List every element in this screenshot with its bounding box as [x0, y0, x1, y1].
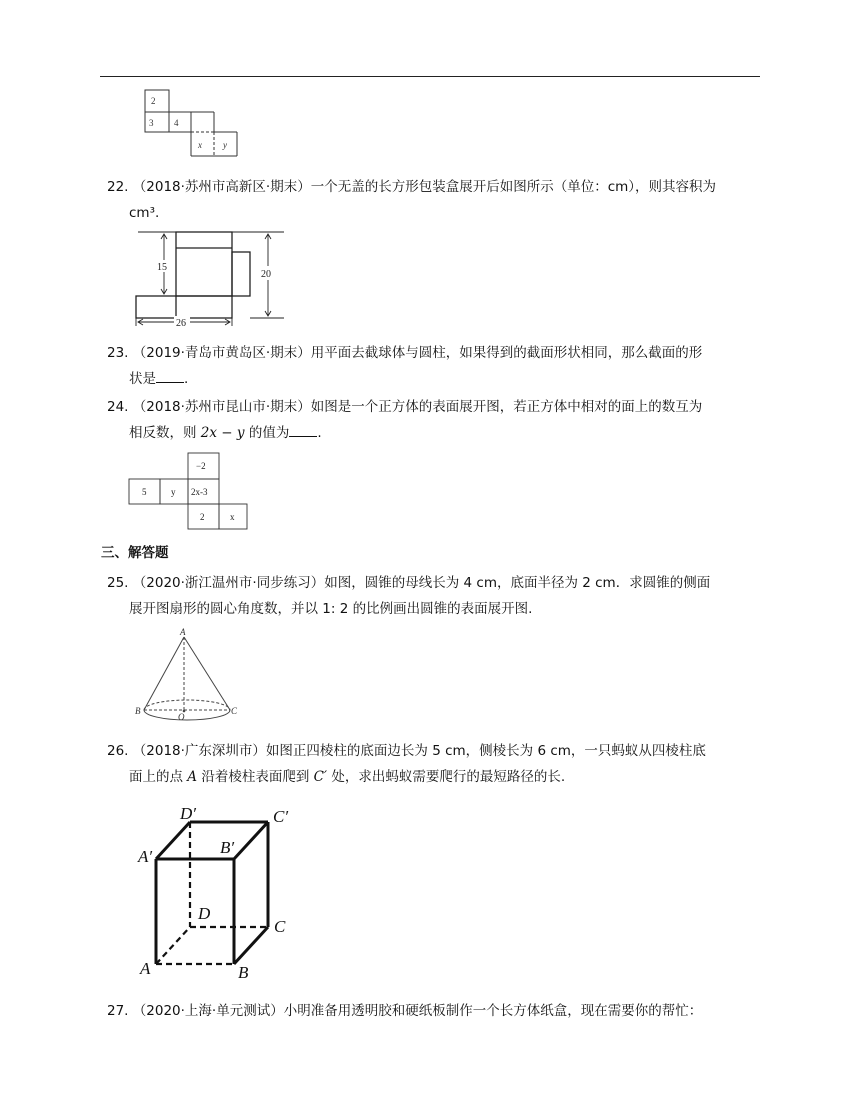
- section-heading: 三、解答题: [101, 545, 169, 561]
- cone-label-O: O: [178, 712, 185, 722]
- cone-label-A: A: [180, 627, 186, 637]
- question-26: [107, 738, 762, 790]
- prism-label-C-prime: C′: [273, 807, 289, 826]
- cone-label-C: C: [231, 706, 238, 716]
- question-number: 27.: [107, 1003, 129, 1019]
- box-label-26: 26: [176, 318, 186, 328]
- question-text-suffix: 处，求出蚂蚁需要爬行的最短路径的长.: [327, 769, 566, 785]
- net2-label-x: x: [230, 512, 235, 522]
- question-24: [107, 394, 762, 446]
- net1-label-x: x: [198, 140, 202, 150]
- box-net-figure: [128, 226, 293, 328]
- question-text: （2018·苏州市高新区·期末）一个无盖的长方形包装盒展开后如图所示（单位：cm），则其容积为: [132, 179, 717, 195]
- question-22: [107, 174, 762, 226]
- point-A: A: [187, 769, 198, 785]
- net2-label-neg2: −2: [196, 461, 206, 471]
- question-text-line2: 相反数，则 2x − y 的值为 .: [107, 420, 762, 446]
- net2-label-5: 5: [142, 487, 147, 497]
- net2-label-2x-3: 2x-3: [191, 487, 208, 497]
- question-number: 24.: [107, 399, 129, 415]
- question-text: （2019·青岛市黄岛区·期末）用平面去截球体与圆柱，如果得到的截面形状相同，那么截面的形: [132, 345, 703, 361]
- prism-label-D-prime: D′: [180, 804, 196, 823]
- cube-net-figure-1: [140, 88, 240, 158]
- box-label-15: 15: [157, 262, 167, 273]
- answer-blank[interactable]: [289, 422, 317, 437]
- question-text: （2018·苏州市昆山市·期末）如图是一个正方体的表面展开图，若正方体中相对的面上的数互为: [132, 399, 703, 415]
- point-C-prime: C′: [313, 769, 328, 785]
- question-23: [107, 340, 762, 392]
- question-number: 23.: [107, 345, 129, 361]
- question-25: [107, 570, 762, 622]
- cube-net-figure-2: [127, 451, 252, 533]
- question-text-middle: 沿着棱柱表面爬到: [197, 769, 314, 785]
- question-text-line2: [107, 366, 762, 392]
- math-expression: 2x − y: [200, 425, 245, 441]
- question-text-prefix: 面上的点: [129, 769, 188, 785]
- net1-label-4: 4: [174, 118, 179, 128]
- prism-label-B: B: [238, 963, 249, 982]
- question-text-suffix: 的值为: [244, 425, 290, 441]
- question-text: （2018·广东深圳市）如图正四棱柱的底面边长为 5 cm，侧棱长为 6 cm，一只蚂蚁从四棱柱底: [132, 743, 706, 759]
- net1-label-y: y: [223, 140, 227, 150]
- header-rule: [100, 76, 760, 77]
- question-text: （2020·上海·单元测试）小明准备用透明胶和硬纸板制作一个长方体纸盒，现在需要你的帮忙：: [132, 1003, 703, 1019]
- question-number: 25.: [107, 575, 129, 591]
- net2-label-y: y: [171, 487, 176, 497]
- prism-figure: [130, 800, 300, 982]
- answer-blank[interactable]: [156, 368, 184, 383]
- cone-label-B: B: [135, 706, 141, 716]
- net1-label-2: 2: [151, 96, 156, 106]
- question-text-prefix: 状是: [129, 371, 156, 387]
- question-text-line2: [107, 764, 762, 790]
- prism-label-B-prime: B′: [220, 838, 235, 857]
- prism-label-A-prime: A′: [138, 847, 153, 866]
- question-number: 22.: [107, 179, 129, 195]
- question-text-prefix: 相反数，则: [129, 425, 201, 441]
- question-text-suffix: .: [184, 371, 189, 387]
- question-text: （2020·浙江温州市·同步练习）如图，圆锥的母线长为 4 cm，底面半径为 2 cm．求圆锥的侧面: [132, 575, 711, 591]
- prism-label-C: C: [274, 917, 286, 936]
- net1-label-3: 3: [149, 118, 154, 128]
- prism-label-A: A: [140, 959, 151, 978]
- cone-figure: [130, 627, 242, 723]
- box-label-20: 20: [261, 269, 271, 280]
- question-text-line2: 展开图扇形的圆心角度数，并以 1: 2 的比例画出圆锥的表面展开图.: [129, 601, 533, 617]
- net2-label-2: 2: [200, 512, 205, 522]
- question-text-line2: cm³.: [129, 205, 160, 221]
- question-27: [107, 998, 762, 1024]
- prism-label-D: D: [198, 904, 211, 923]
- question-number: 26.: [107, 743, 129, 759]
